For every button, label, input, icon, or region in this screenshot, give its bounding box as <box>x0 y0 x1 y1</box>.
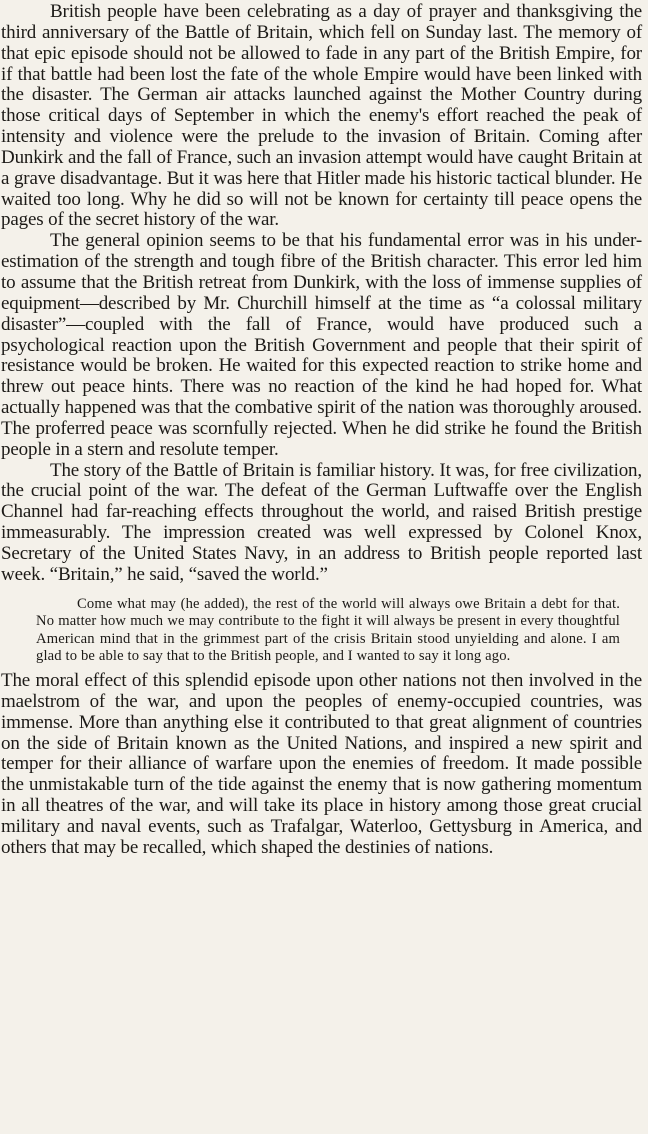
knox-quotation: Come what may (he added), the rest of the world will always owe Britain a debt for that. No matter how much we may contribute to the fight it will always be present in every thoughtful American mind that in the grimmest part of the crisis Britain stood unyielding and alone. I am glad to be able to say that to the British people, and I wanted to say it long ago. <box>36 595 620 665</box>
paragraph-familiar-history: The story of the Battle of Britain is familiar history. It was, for free civilization, the crucial point of the war. The defeat of the German Luftwaffe over the English Channel had far-reaching effects throughout the world, and raised British prestige immeasurably. The impression created was well expressed by Colonel Knox, Secretary of the United States Navy, in an address to British people reported last week. “Britain,” he said, “saved the world.” <box>1 459 642 585</box>
paragraph-moral-effect: The moral effect of this splendid episode upon other nations not then involved in the maelstrom of the war, and upon the peoples of enemy-occupied countries, was immense. More than anything else it contributed to that great alignment of countries on the side of Britain known as the United Nations, and inspired a new spirit and temper for their alliance of warfare upon the enemies of freedom. It made possible the unmistakable turn of the tide against the enemy that is now gathering momentum in all theatres of the war, and will take its place in history among those great crucial military and naval events, such as Trafalgar, Waterloo, Gettysburg in America, and others that may be recalled, which shaped the destinies of nations. <box>1 670 642 858</box>
paragraph-hitler-error: The general opinion seems to be that his fundamental error was in his under-estimation of the strength and tough fibre of the British character. This error led him to assume that the British retreat from Dunkirk, with the loss of immense supplies of equipment—described by Mr. Churchill himself at the time as “a colossal military disaster”—coupled with the fall of France, would have produced such a psychological reaction upon the British Government and people that their spirit of resistance would be broken. He waited for this expected reaction to strike home and threw out peace hints. There was no reaction of the kind he had hoped for. What actually happened was that the combative spirit of the nation was thoroughly aroused. The proferred peace was scornfully rejected. When he did strike he found the British people in a stern and resolute temper. <box>1 230 642 460</box>
paragraph-battle-anniversary: British people have been celebrating as a day of prayer and thanksgiving the third anniversary of the Battle of Britain, which fell on Sunday last. The memory of that epic episode should not be allowed to fade in any part of the British Empire, for if that battle had been lost the fate of the whole Empire would have been linked with the disaster. The German air attacks launched against the Mother Country during those critical days of September in which the enemy's effort reached the peak of intensity and violence were the prelude to the invasion of Britain. Coming after Dunkirk and the fall of France, such an invasion attempt would have caught Britain at a grave disadvantage. But it was here that Hitler made his historic tactical blunder. He waited too long. Why he did so will not be known for certainty till peace opens the pages of the secret history of the war. <box>1 1 642 231</box>
